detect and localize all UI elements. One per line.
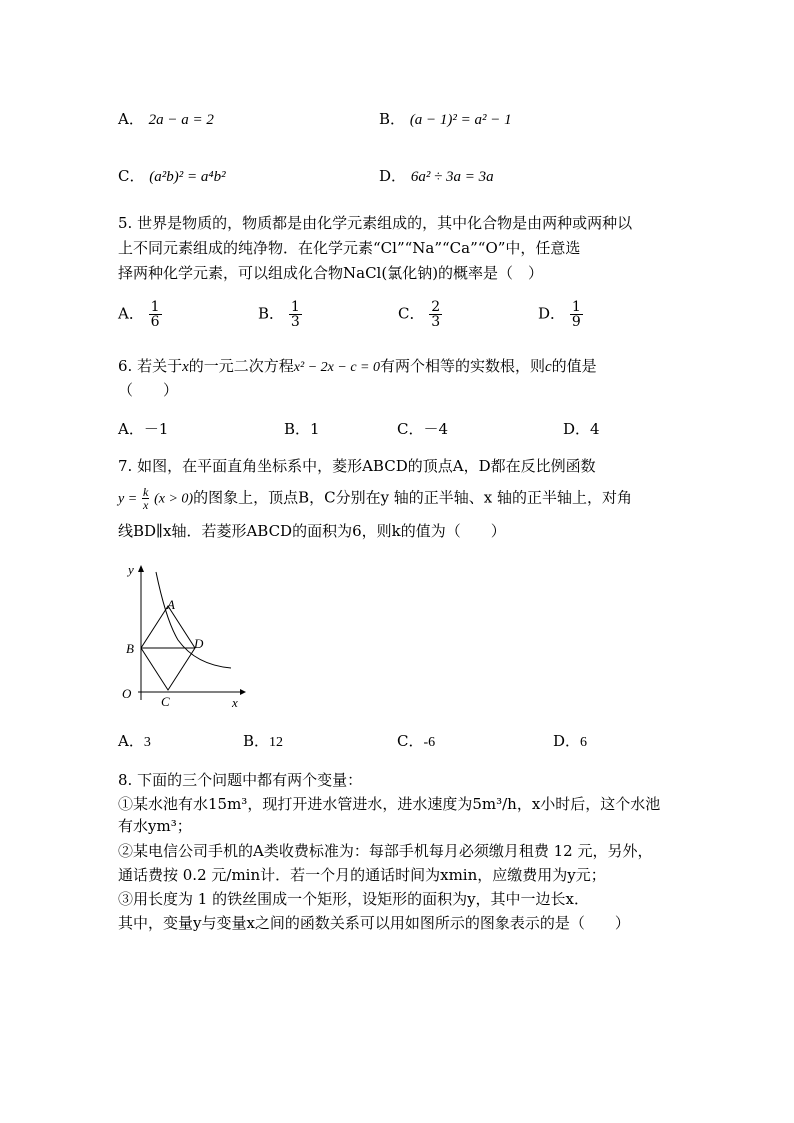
q5-text-line2: 上不同元素组成的纯净物．在化学元素“Cl”“Na”“Ca”“O”中，任意选 bbox=[118, 239, 581, 257]
q4-option-a-label: A． bbox=[118, 110, 144, 128]
label-c: C bbox=[161, 694, 170, 709]
q6-option-a[interactable] bbox=[118, 418, 168, 439]
q6-option-d-label: D． bbox=[563, 420, 591, 438]
q8-question: 其中，变量y与变量x之间的函数关系可以用如图所示的图象表示的是（ ） bbox=[118, 914, 630, 932]
q7-line2 bbox=[118, 486, 632, 511]
q5-number: 5. bbox=[118, 214, 133, 232]
q6-option-b[interactable] bbox=[284, 418, 320, 439]
q6-option-a-label: A． bbox=[118, 420, 144, 438]
q4-option-a[interactable] bbox=[118, 108, 214, 129]
q8-item2b: 通话费按 0.2 元/min计．若一个月的通话时间为xmin，应缴费用为y元； bbox=[118, 866, 606, 884]
q7-option-a[interactable] bbox=[118, 730, 151, 751]
label-b: B bbox=[126, 641, 134, 656]
q6-line1 bbox=[118, 355, 597, 376]
q5-text-line1: 世界是物质的，物质都是由化学元素组成的，其中化合物是由两种或两种以 bbox=[137, 214, 633, 232]
q5-option-a-den: 6 bbox=[150, 314, 160, 330]
q4-option-d-expr: 6a² ÷ 3a = 3a bbox=[410, 169, 494, 185]
q5-text-line3: 择两种化学元素，可以组成化合物NaCl(氯化钠)的概率是（ ） bbox=[118, 264, 544, 282]
q5-option-a-label: A． bbox=[118, 304, 144, 323]
q5-line1 bbox=[118, 212, 632, 233]
label-y: y bbox=[128, 562, 134, 577]
q7-option-b-value: 12 bbox=[269, 735, 284, 750]
q7-func-k: k bbox=[142, 485, 149, 499]
q6-option-d-value: 4 bbox=[590, 420, 600, 438]
q7-option-b[interactable] bbox=[243, 730, 283, 751]
x-axis-arrow-icon bbox=[240, 689, 246, 695]
q7-option-c-label: C． bbox=[397, 732, 424, 750]
q4-option-a-expr: 2a − a = 2 bbox=[148, 112, 214, 128]
q7-option-b-label: B． bbox=[243, 732, 270, 750]
q7-line1 bbox=[118, 455, 596, 476]
q8-item3: ③用长度为 1 的铁丝围成一个矩形，设矩形的面积为y，其中一边长x． bbox=[118, 890, 590, 908]
q5-option-b-num: 1 bbox=[290, 299, 300, 315]
q6-option-c-label: C． bbox=[397, 420, 424, 438]
q5-option-d-label: D． bbox=[538, 304, 566, 323]
q7-option-c-value: -6 bbox=[423, 735, 436, 750]
q8-line-intro bbox=[118, 769, 362, 790]
q6-end: 的值是 bbox=[551, 357, 597, 375]
q6-paren: （ ） bbox=[118, 381, 179, 399]
q8-number: 8. bbox=[118, 771, 133, 789]
q6-post: 有两个相等的实数根，则 bbox=[379, 357, 545, 375]
q5-option-d-num: 1 bbox=[571, 299, 581, 315]
q6-mid: 的一元二次方程 bbox=[188, 357, 294, 375]
q8-item1a: ①某水池有水15m³，现打开进水管进水，进水速度为5m³/h，x小时后，这个水池 bbox=[118, 795, 661, 813]
q6-var-c: c bbox=[545, 359, 552, 375]
q5-option-c-den: 3 bbox=[431, 314, 441, 330]
q6-pre: 若关于 bbox=[137, 357, 183, 375]
q8-item1b: 有水ym³； bbox=[118, 817, 192, 835]
q6-number: 6. bbox=[118, 357, 133, 375]
q7-option-d-label: D． bbox=[553, 732, 581, 750]
q4-option-b-expr: (a − 1)² = a² − 1 bbox=[409, 112, 512, 128]
q7-option-d[interactable] bbox=[553, 730, 587, 751]
q7-func-y: y = bbox=[118, 491, 138, 507]
q7-option-c[interactable] bbox=[397, 730, 435, 751]
q6-option-b-label: B． bbox=[284, 420, 311, 438]
q5-option-a[interactable] bbox=[118, 300, 162, 329]
q7-func-cond: (x > 0) bbox=[154, 491, 194, 507]
q5-option-c-num: 2 bbox=[431, 299, 441, 315]
q7-number: 7. bbox=[118, 457, 133, 475]
q6-option-b-value: 1 bbox=[310, 420, 320, 438]
q4-option-c-expr: (a²b)² = a⁴b² bbox=[149, 169, 226, 185]
q7-func-x: x bbox=[142, 498, 149, 512]
q5-option-d[interactable] bbox=[538, 300, 583, 329]
q5-option-d-den: 9 bbox=[571, 314, 581, 330]
q8-intro: 下面的三个问题中都有两个变量： bbox=[137, 771, 363, 789]
hyperbola-curve bbox=[156, 572, 231, 668]
q6-option-d[interactable] bbox=[563, 418, 600, 439]
q7-text-line2: 的图象上，顶点B，C分别在y 轴的正半轴、x 轴的正半轴上，对角 bbox=[193, 488, 633, 507]
q4-option-b[interactable] bbox=[379, 108, 512, 129]
q7-option-a-value: 3 bbox=[143, 735, 151, 750]
q8-item2a: ②某电信公司手机的A类收费标准为：每部手机每月必须缴月租费 12 元，另外， bbox=[118, 842, 653, 860]
q6-equation: x² − 2x − c = 0 bbox=[293, 360, 380, 375]
q4-option-b-label: B． bbox=[379, 110, 406, 128]
label-d: D bbox=[194, 636, 204, 651]
q6-option-c-value: －4 bbox=[423, 420, 449, 438]
y-axis-arrow-icon bbox=[138, 565, 144, 572]
q4-option-d[interactable] bbox=[379, 165, 494, 186]
q4-option-c[interactable] bbox=[118, 165, 226, 186]
q5-option-b-den: 3 bbox=[290, 314, 300, 330]
label-x: x bbox=[232, 695, 238, 710]
q7-text-line1: 如图，在平面直角坐标系中，菱形ABCD的顶点A，D都在反比例函数 bbox=[137, 457, 596, 475]
q5-option-b[interactable] bbox=[258, 300, 302, 329]
label-a: A bbox=[167, 597, 175, 612]
q7-option-a-label: A． bbox=[118, 732, 144, 750]
q4-option-c-label: C． bbox=[118, 167, 145, 185]
q5-option-c-label: C． bbox=[398, 304, 425, 323]
q7-option-d-value: 6 bbox=[580, 735, 588, 750]
q6-option-a-value: －1 bbox=[143, 420, 169, 438]
q5-option-a-num: 1 bbox=[150, 299, 160, 315]
q6-var-x: x bbox=[182, 359, 189, 375]
q5-option-c[interactable] bbox=[398, 300, 442, 329]
q4-option-d-label: D． bbox=[379, 167, 407, 185]
q5-option-b-label: B． bbox=[258, 304, 285, 323]
q6-option-c[interactable] bbox=[397, 418, 448, 439]
q7-rhombus-figure bbox=[118, 560, 248, 710]
label-o: O bbox=[122, 686, 132, 701]
q7-text-line3: 线BD∥x轴．若菱形ABCD的面积为6，则k的值为（ ） bbox=[118, 522, 506, 540]
